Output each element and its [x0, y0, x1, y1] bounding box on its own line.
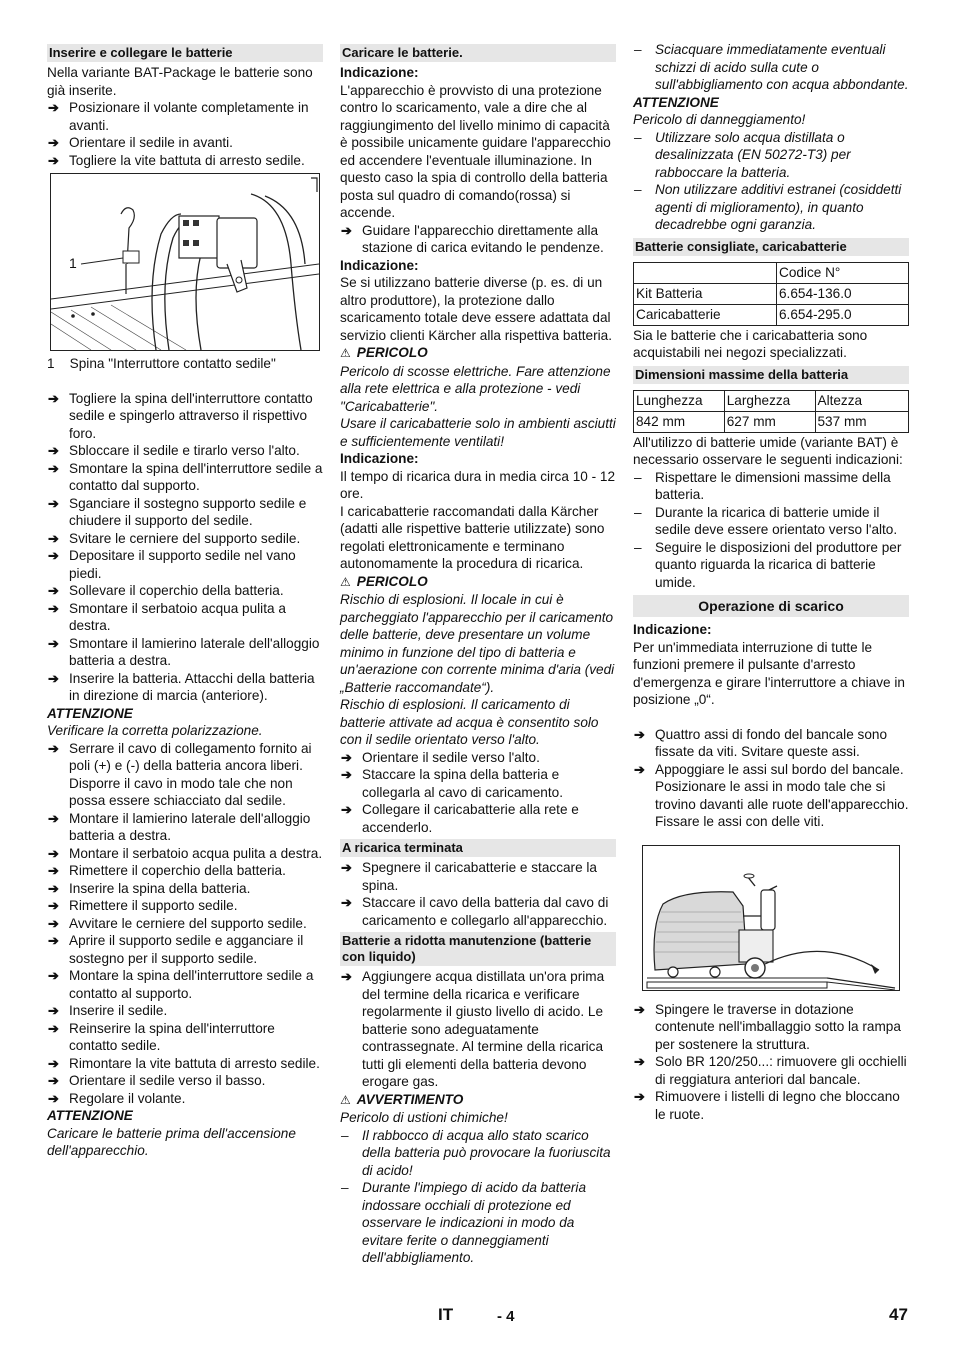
table-cell: 842 mm: [634, 411, 725, 432]
step: ➔ Rimontare la vite battuta di arresto sedile.: [47, 1055, 323, 1073]
footer-language: IT: [438, 1305, 454, 1324]
note-label: Indicazione:: [340, 451, 419, 466]
seat-switch-illustration: [51, 174, 319, 350]
step: ➔ Smontare il lamierino laterale dell'alloggio batteria a destra.: [47, 635, 323, 670]
step: ➔ Inserire la spina della batteria.: [47, 880, 323, 898]
step: ➔ Spingere le traverse in dotazione contenute nell'imballaggio sotto la rampa per sostenere la struttura.: [633, 1001, 909, 1054]
column-1: [47, 44, 323, 1160]
step: ➔ Orientare il sedile verso l'alto.: [340, 749, 616, 767]
warning-item: – Sciacquare immediatamente eventuali schizzi di acido sulla cute o sull'abbigliamento con acqua abbondante.: [633, 41, 909, 94]
step: ➔ Togliere la spina dell'interruttore contatto sedile e spingerlo attraverso il rispettivo foro.: [47, 390, 323, 443]
list-item: – Rispettare le dimensioni massime della batteria.: [633, 469, 909, 504]
step: ➔ Depositare il supporto sedile nel vano piedi.: [47, 547, 323, 582]
step: ➔ Rimettere il supporto sedile.: [47, 897, 323, 915]
danger-text: Rischio di esplosioni. Il caricamento di batterie attivate ad acqua è consentito solo con il sedile orientato verso l'alto.: [340, 697, 599, 747]
unloading-illustration: [643, 846, 899, 990]
warning-item: – Il rabbocco di acqua allo stato scarico della batteria può provocare la fuoriuscita di acido!: [340, 1127, 616, 1180]
table-header-row: [634, 390, 909, 411]
complete-steps: [340, 859, 616, 929]
steps-b: [47, 390, 323, 705]
step: ➔ Montare il serbatoio acqua pulita a destra.: [47, 845, 323, 863]
table-cell: Kit Batteria: [634, 283, 777, 304]
warning-title: ⚠ AVVERTIMENTO: [340, 1091, 616, 1110]
table-cell: Codice N°: [777, 262, 909, 283]
step: ➔ Appoggiare le assi sul bordo del bancale. Posizionare le assi in modo tale che si trovino davanti alle ruote dell'apparecchio. Fissare le assi con delle viti.: [633, 761, 909, 831]
figure-caption-number: 1: [47, 356, 55, 371]
danger-text: Usare il caricabatterie solo in ambienti asciutti e sufficientemente ventilati!: [340, 416, 616, 449]
table-header-row: [634, 262, 909, 283]
page-number: 47: [889, 1305, 908, 1324]
attention-title: ATTENZIONE: [633, 94, 719, 110]
table-cell: 6.654-136.0: [777, 283, 909, 304]
section-heading-unloading: Operazione di scarico: [633, 595, 909, 617]
table-cell: 627 mm: [724, 411, 815, 432]
step: ➔ Guidare l'apparecchio direttamente alla stazione di carica evitando le pendenze.: [340, 222, 616, 257]
danger-title: ⚠ PERICOLO: [340, 573, 616, 592]
table-cell: 537 mm: [815, 411, 909, 432]
attention-item: – Non utilizzare additivi estranei (cosiddetti agenti di miglioramento), in quanto decadrebbe ogni garanzia.: [633, 181, 909, 234]
danger-text: Rischio di esplosioni. Il locale in cui è parcheggiato l'apparecchio per il caricamento delle batterie, deve presentare un volume minimo in funzione del tipo di batteria e un'aerazione con corrente minima d'aria (vedi „Batterie raccomandate“).: [340, 592, 615, 695]
step: ➔ Aggiungere acqua distillata un'ora prima del termine della ricarica e verificare regolarmente il giusto livello di acido. Le batterie sono adeguatamente contrassegnate. Al termine della ricarica tutti gli elementi della batteria devono erogare gas.: [340, 968, 616, 1091]
note-text: Per un'immediata interruzione di tutte le funzioni premere il pulsante d'arresto d'emergenza e girare l'interruttore a chiave in posizione „0“.: [633, 639, 905, 707]
column-2: [340, 44, 616, 1267]
step: ➔ Staccare il cavo della batteria dal cavo di caricamento e collegarlo all'apparecchio.: [340, 894, 616, 929]
list-item: – Durante la ricarica di batterie umide il sedile deve essere orientato verso l'alto.: [633, 504, 909, 539]
section-heading-max-dimensions: Dimensioni massime della batteria: [633, 366, 909, 384]
step: ➔ Serrare il cavo di collegamento fornito ai poli (+) e (-) della batteria ancora liberi. Disporre il cavo in modo tale che non possa essere schiacciato dal sedile.: [47, 740, 323, 810]
attention-item: – Utilizzare solo acqua distillata o desalinizzata (EN 50272-T3) per rabboccare la batteria.: [633, 129, 909, 182]
step: ➔ Rimuovere i listelli di legno che bloccano le ruote.: [633, 1088, 909, 1123]
table-note: Sia le batterie che i caricabatteria sono acquistabili nei negozi specializzati.: [633, 327, 868, 360]
note-text: L'apparecchio è provvisto di una protezione contro lo scaricamento, vale a dire che al raggiungimento del livello minimo di capacità è possibile unicamente guidare l'apparecchio ed accendere l'eventuale illuminazione. In questo caso la spia di controllo della batteria posta sul quadro di comando(rossa) si accende.: [340, 82, 611, 220]
attention-text: Pericolo di danneggiamento!: [633, 112, 806, 127]
step: ➔ Sbloccare il sedile e tirarlo verso l'alto.: [47, 442, 323, 460]
attention-title: ATTENZIONE: [47, 705, 133, 721]
danger-title: ⚠ PERICOLO: [340, 344, 616, 363]
step: ➔ Inserire la batteria. Attacchi della batteria in direzione di marcia (anteriore).: [47, 670, 323, 705]
note-label: Indicazione:: [633, 622, 712, 637]
note-text: I caricabatterie raccomandati dalla Kärcher (adatti alle rispettive batterie utilizzate) sono regolati elettronicamente e terminano autonomamente la procedura di ricarica.: [340, 503, 605, 571]
figure-caption-text: Spina "Interruttore contatto sedile": [69, 356, 276, 371]
section-heading-recommended-batteries: Batterie consigliate, caricabatterie: [633, 238, 909, 256]
intro-text: Nella variante BAT-Package le batterie sono già inserite.: [47, 65, 313, 98]
table-cell: Altezza: [815, 390, 909, 411]
section-heading-charge-complete: A ricarica terminata: [340, 839, 616, 857]
warning-text: Pericolo di ustioni chimiche!: [340, 1110, 508, 1125]
step: ➔ Spegnere il caricabatterie e staccare la spina.: [340, 859, 616, 894]
section-heading-low-maintenance: Batterie a ridotta manutenzione (batterie con liquido): [340, 932, 616, 966]
step: ➔ Solo BR 120/250...: rimuovere gli occhielli di reggiatura anteriori dal bancale.: [633, 1053, 909, 1088]
step: ➔ Inserire il sedile.: [47, 1002, 323, 1020]
note-label: Indicazione:: [340, 65, 419, 80]
section-heading-charge-batteries: Caricare le batterie.: [340, 44, 616, 62]
table-row: [634, 304, 909, 325]
recommended-batteries-table: [633, 262, 909, 326]
warning-item: – Durante l'impiego di acido da batteria indossare occhiali di protezione ed osservare le indicazioni in modo da evitare ferite o danneggiamenti dell'abbigliamento.: [340, 1179, 616, 1267]
column-3: [633, 41, 909, 1123]
step: ➔ Rimettere il coperchio della batteria.: [47, 862, 323, 880]
attention-title: ATTENZIONE: [47, 1108, 133, 1123]
table-row: [634, 411, 909, 432]
attention-text: Verificare la corretta polarizzazione.: [47, 723, 263, 738]
step: ➔ Sganciare il sostegno supporto sedile e chiudere il supporto del sedile.: [47, 495, 323, 530]
table-cell: Lunghezza: [634, 390, 725, 411]
step: ➔ Quattro assi di fondo del bancale sono fissate da viti. Svitare queste assi.: [633, 726, 909, 761]
step: ➔ Svitare le cerniere del supporto sedile.: [47, 530, 323, 548]
unloading-steps-b: [633, 1001, 909, 1124]
unloading-steps-a: [633, 726, 909, 831]
table-cell: Caricabatterie: [634, 304, 777, 325]
unloading-figure: [642, 845, 900, 991]
charge-steps: [340, 749, 616, 837]
danger-text: Pericolo di scosse elettriche. Fare attenzione alla rete elettrica e alla protezione - vedi "Caricabatterie".: [340, 363, 611, 414]
attention-text: Caricare le batterie prima dell'accensione dell'apparecchio.: [47, 1125, 296, 1158]
step: ➔ Smontare il serbatoio acqua pulita a destra.: [47, 600, 323, 635]
note-text: Se si utilizzano batterie diverse (p. es. di un altro produttore), la protezione dallo scaricamento totale deve essere adattata dal servizio clienti Kärcher alla rispettiva batteria.: [340, 275, 612, 343]
note-text: Il tempo di ricarica dura in media circa 10 - 12 ore.: [340, 468, 616, 501]
step: ➔ Avvitare le cerniere del supporto sedile.: [47, 915, 323, 933]
step: ➔ Orientare il sedile verso il basso.: [47, 1072, 323, 1090]
wet-battery-intro: All'utilizzo di batterie umide (variante BAT) è necessario osservare le seguenti indicazioni:: [633, 434, 903, 467]
table-cell: 6.654-295.0: [777, 304, 909, 325]
step: ➔ Togliere la vite battuta di arresto sedile.: [47, 152, 323, 170]
step: ➔ Montare la spina dell'interruttore sedile a contatto al supporto.: [47, 967, 323, 1002]
step: ➔ Aprire il supporto sedile e agganciare il sostegno per il supporto sedile.: [47, 932, 323, 967]
step: ➔ Collegare il caricabatterie alla rete e accenderlo.: [340, 801, 616, 836]
step: ➔ Smontare la spina dell'interruttore sedile a contatto dal supporto.: [47, 460, 323, 495]
step: ➔ Orientare il sedile in avanti.: [47, 134, 323, 152]
table-cell: Larghezza: [724, 390, 815, 411]
step: ➔ Posizionare il volante completamente in avanti.: [47, 99, 323, 134]
list-item: – Seguire le disposizioni del produttore per quanto riguarda la ricarica di batterie umide.: [633, 539, 909, 592]
seat-switch-figure: [50, 173, 320, 351]
steps-a: [47, 99, 323, 169]
step: ➔ Staccare la spina della batteria e collegarla al cavo di caricamento.: [340, 766, 616, 801]
note-label: Indicazione:: [340, 257, 419, 273]
steps-c: [47, 740, 323, 1108]
table-row: [634, 283, 909, 304]
figure-caption: [47, 355, 323, 373]
section-heading-insert-batteries: Inserire e collegare le batterie: [47, 44, 323, 62]
step: ➔ Montare il lamierino laterale dell'alloggio batteria a destra.: [47, 810, 323, 845]
max-dimensions-table: [633, 390, 909, 433]
step: ➔ Sollevare il coperchio della batteria.: [47, 582, 323, 600]
footer-section: - 4: [497, 1308, 515, 1325]
step: ➔ Reinserire la spina dell'interruttore contatto sedile.: [47, 1020, 323, 1055]
table-cell: [634, 262, 777, 283]
figure-label-1: 1: [69, 255, 77, 271]
step: ➔ Regolare il volante.: [47, 1090, 323, 1108]
